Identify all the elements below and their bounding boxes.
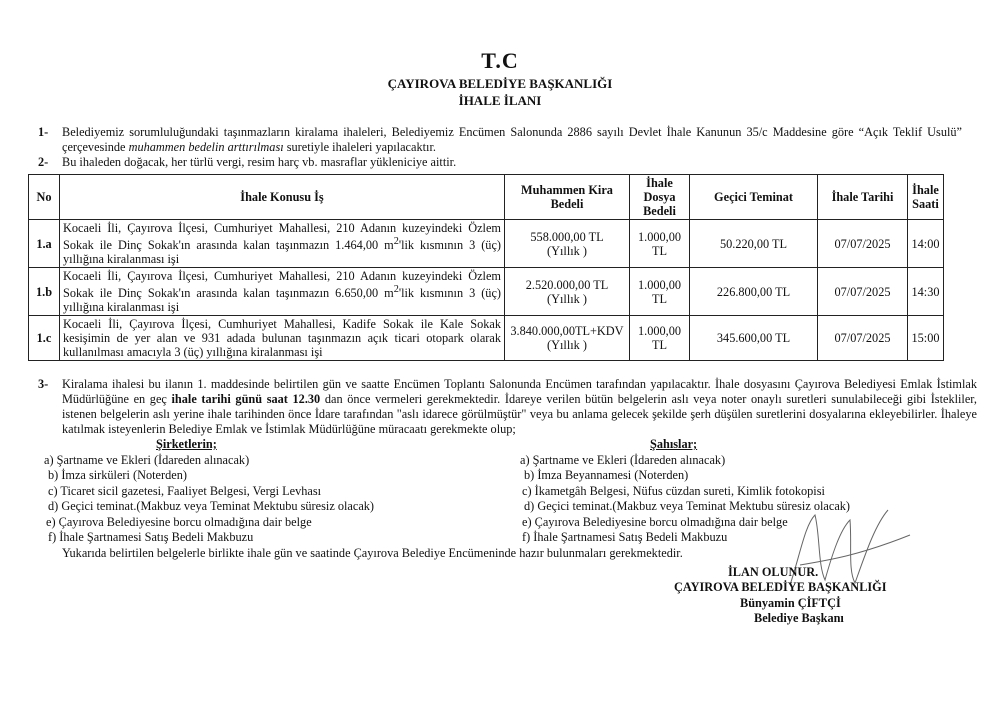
paragraph-2-number: 2- (38, 155, 49, 169)
signature-title: Belediye Başkanı (754, 611, 844, 625)
paragraph-3-text-b: dan önce vermeleri gerekmektedir. İdareye verilen bütün belgelerin aslı veya noter onaylı suretleri sunulabileceği gibi İstekliler, istenen belgelerin aslı yerine ihale tarihinden önce İdare tarafından "aslı idarece görülmüştür" veya bu anlama gelecek şekilde şerh düşülen suretlerini dosyalarına ekleyebilirler. İhaleye katılmak isteyenlerin Belediye Emlak ve İstimlak Müdürlüğüne müracaatı gerekmekte olup; (62, 392, 977, 436)
row-no: 1.b (29, 268, 60, 316)
row-deposit: 226.800,00 TL (690, 268, 818, 316)
row-price-period: (Yıllık ) (547, 291, 587, 306)
list-item: c) İkametgâh Belgesi, Nüfus cüzdan sureti, Kimlik fotokopisi (522, 483, 825, 498)
list-item: e) Çayırova Belediyesine borcu olmadığına dair belge (46, 514, 312, 529)
row-price (505, 268, 630, 316)
row-price-value: 558.000,00 TL (530, 229, 604, 244)
header-no: No (29, 175, 60, 220)
row-file: 1.000,00 TL (630, 220, 690, 268)
list-item: d) Geçici teminat.(Makbuz veya Teminat Mektubu süresiz olacak) (48, 499, 375, 513)
paragraph-2-text: Bu ihaleden doğacak, her türlü vergi, resim harç vb. masraflar yükleniciye aittir. (62, 155, 457, 169)
header-date: İhale Tarihi (818, 175, 908, 220)
paragraph-1-text-a: Belediyemiz sorumluluğundaki taşınmazların kiralama ihaleleri, Belediyemiz Encümen Salonunda 2886 sayılı Devlet İhale Kanunun 35/c Maddesine göre “Açık Teklif Usulü” çerçevesinde (62, 125, 962, 154)
header-price: Muhammen Kira Bedeli (505, 175, 630, 220)
table-header-row (29, 175, 944, 220)
header-file: İhale Dosya Bedeli (630, 175, 690, 220)
list-item: c) Ticaret sicil gazetesi, Faaliyet Belgesi, Vergi Levhası (48, 483, 322, 498)
table-row (29, 268, 944, 316)
paragraph-3-deadline: ihale tarihi günü saat 12.30 (171, 392, 321, 406)
header-tc: T.C (481, 48, 519, 73)
list-item: f) İhale Şartnamesi Satış Bedeli Makbuzu (522, 530, 728, 544)
row-subject-text-end: 'lik kısmının 3 (üç) yıllığına kiralanması işi (63, 238, 501, 267)
row-subject (60, 220, 505, 268)
row-time: 14:30 (908, 268, 944, 316)
signature-announce: İLAN OLUNUR. (728, 565, 819, 579)
row-subject-text: Kocaeli İli, Çayırova İlçesi, Cumhuriyet Mahallesi, Kadife Sokak ile Kale Sokak kesişimin de yer alan ve 931 adada bulunan taşınmazın açık ticari otopark olarak kullanılması amacıyla 3 (üç) yıllığına kiralanması işi (63, 317, 501, 360)
list-item: b) İmza sirküleri (Noterden) (48, 468, 187, 482)
companies-title: Şirketlerin; (156, 437, 217, 451)
row-no: 1.c (29, 316, 60, 361)
table-row (29, 220, 944, 268)
list-item: d) Geçici teminat.(Makbuz veya Teminat Mektubu süresiz olacak) (524, 499, 851, 513)
signature-name: Bünyamin ÇİFTÇİ (740, 596, 841, 610)
row-date: 07/07/2025 (818, 220, 908, 268)
row-subject-text-end: 'lik kısmının 3 (üç) yıllığına kiralanması işi (63, 286, 501, 315)
persons-title: Şahıslar; (650, 437, 698, 451)
row-price-value: 3.840.000,00TL+KDV (510, 324, 624, 339)
footer-note: Yukarıda belirtilen belgelerle birlikte ihale gün ve saatinde Çayırova Belediye Encümeninde hazır bulunmaları gerekmektedir. (62, 546, 683, 560)
paragraph-3 (38, 377, 977, 437)
companies-docs (44, 437, 484, 546)
paragraph-1-emphasis: muhammen bedelin arttırılması (128, 140, 284, 154)
row-price-period: (Yıllık ) (547, 243, 587, 258)
row-time: 15:00 (908, 316, 944, 361)
list-item: b) İmza Beyannamesi (Noterden) (524, 468, 689, 482)
paragraph-2 (38, 155, 962, 171)
row-price-value: 2.520.000,00 TL (525, 277, 609, 292)
municipality-title: ÇAYIROVA BELEDİYE BAŞKANLIĞI (387, 76, 613, 91)
row-date: 07/07/2025 (818, 316, 908, 361)
row-price (505, 316, 630, 361)
row-file: 1.000,00 TL (630, 316, 690, 361)
notice-title: İHALE İLANI (458, 93, 542, 108)
row-subject-sup: 2 (393, 236, 399, 247)
table-row (29, 316, 944, 361)
paragraph-1-number: 1- (38, 125, 49, 139)
signature-office: ÇAYIROVA BELEDİYE BAŞKANLIĞI (674, 580, 887, 594)
header-deposit: Geçici Teminat (690, 175, 818, 220)
row-subject (60, 316, 505, 361)
row-price-period: (Yıllık ) (547, 338, 587, 353)
list-item: e) Çayırova Belediyesine borcu olmadığına dair belge (522, 514, 788, 529)
row-no: 1.a (29, 220, 60, 268)
list-item: a) Şartname ve Ekleri (İdareden alınacak) (520, 452, 726, 467)
paragraph-1-text-b: suretiyle ihaleleri yapılacaktır. (283, 140, 436, 154)
paragraph-1-text (62, 125, 962, 155)
row-time: 14:00 (908, 220, 944, 268)
tender-table (28, 174, 944, 361)
row-subject-text: Kocaeli İli, Çayırova İlçesi, Cumhuriyet Mahallesi, 210 Adanın kuzeyindeki Özlem Sokak ile Dinç Sokak'ın arasında kalan taşınmazın 6.650,00 m (63, 269, 501, 301)
paragraph-3-text (62, 377, 977, 437)
row-deposit: 345.600,00 TL (690, 316, 818, 361)
row-file: 1.000,00 TL (630, 268, 690, 316)
row-subject-text: Kocaeli İli, Çayırova İlçesi, Cumhuriyet Mahallesi, 210 Adanın kuzeyindeki Özlem Sokak ile Dinç Sokak'ın arasında kalan taşınmazın 1.464,00 m (63, 221, 501, 253)
row-price (505, 220, 630, 268)
row-deposit: 50.220,00 TL (690, 220, 818, 268)
row-subject-sup: 2 (393, 284, 399, 296)
row-subject (60, 268, 505, 316)
paragraph-3-text-a: Kiralama ihalesi bu ilanın 1. maddesinde belirtilen gün ve saatte Encümen Toplantı Salonunda Encümen tarafından yapılacaktır. İhale dosyasını Çayırova Belediyesi Emlak İstimlak Müdürlüğüne en geç (62, 377, 977, 406)
header-time: İhale Saati (908, 175, 944, 220)
paragraph-3-number: 3- (38, 377, 49, 391)
list-item: f) İhale Şartnamesi Satış Bedeli Makbuzu (48, 530, 254, 544)
row-date: 07/07/2025 (818, 268, 908, 316)
header-subject: İhale Konusu İş (60, 175, 505, 220)
paragraph-1 (38, 125, 962, 155)
list-item: a) Şartname ve Ekleri (İdareden alınacak) (44, 452, 250, 467)
